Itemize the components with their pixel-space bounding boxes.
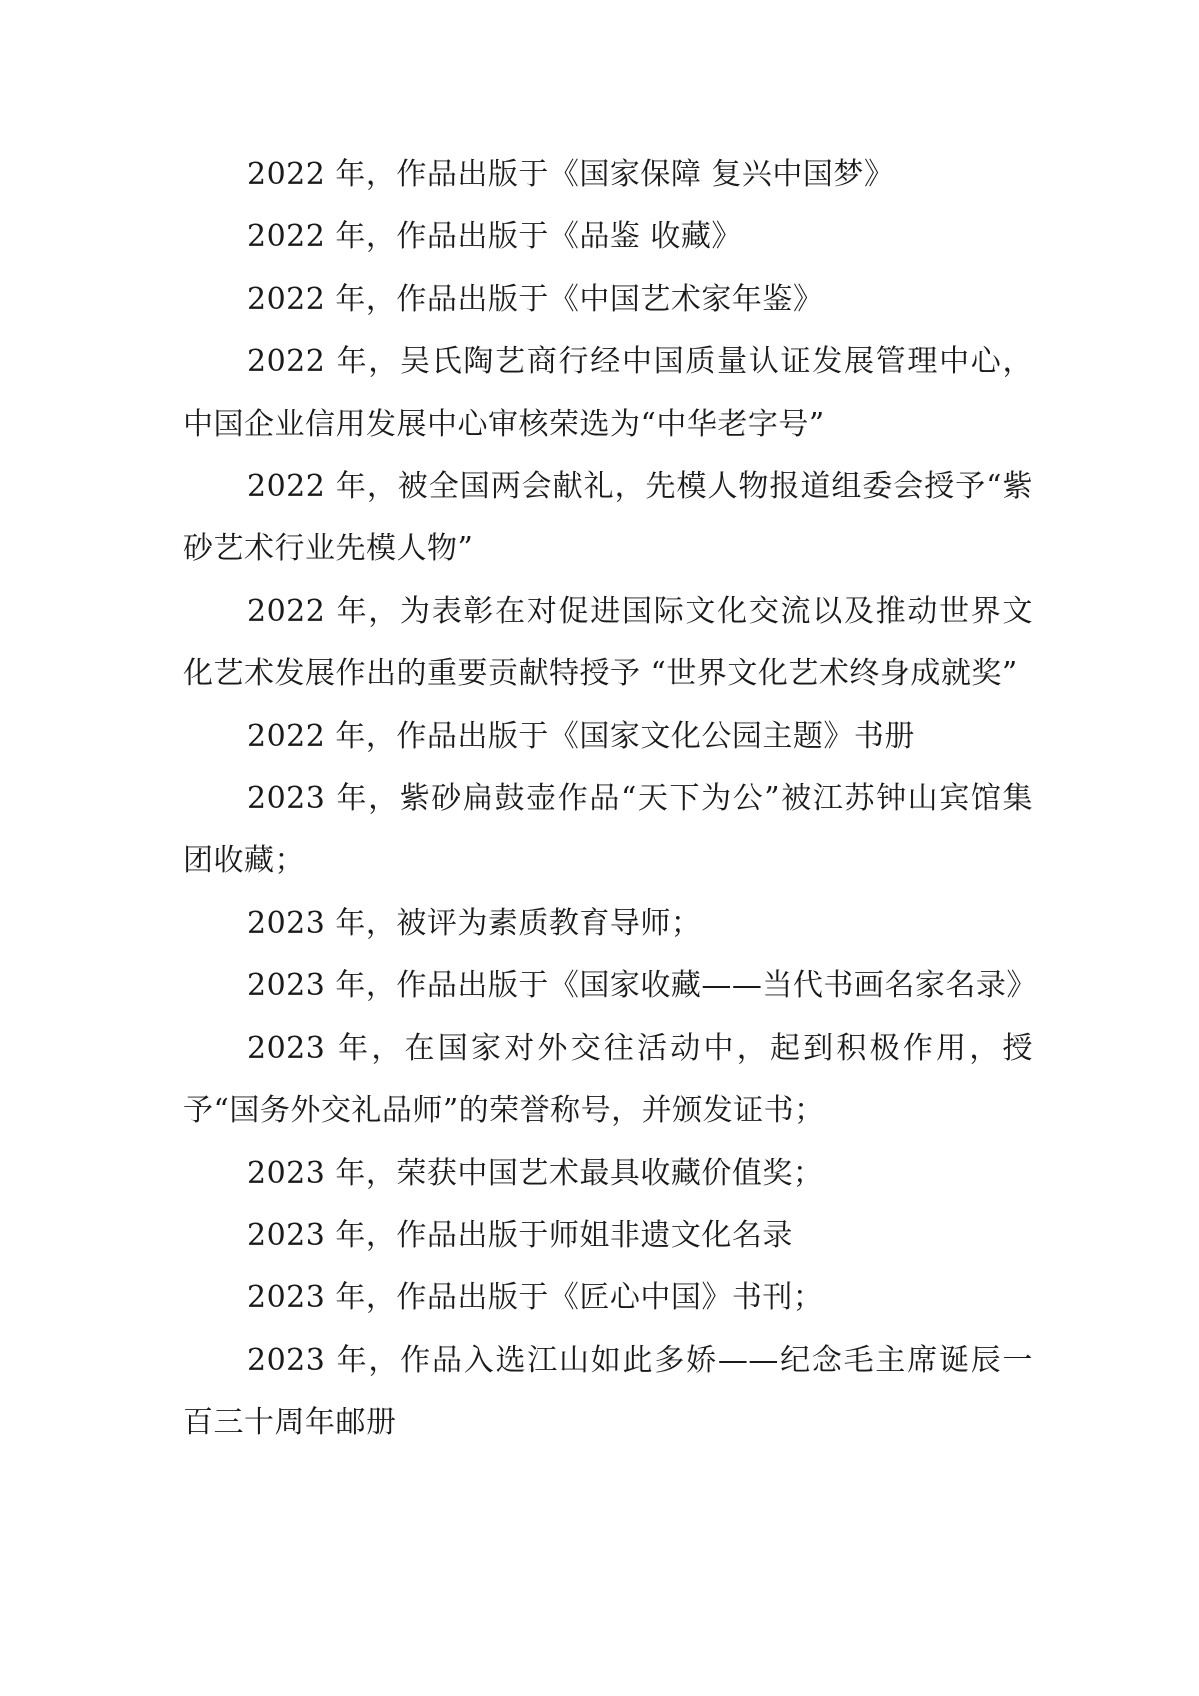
paragraph: 2023 年，作品出版于师姐非遗文化名录 <box>247 1217 793 1253</box>
paragraph: 2023 年，作品出版于《国家收藏——当代书画名家名录》 <box>247 968 1037 1004</box>
document-body <box>183 144 1037 1455</box>
paragraph: 2023 年，荣获中国艺术最具收藏价值奖； <box>247 1155 824 1191</box>
paragraph: 2022 年，吴氏陶艺商行经中国质量认证发展管理中心，中国企业信用发展中心审核荣选为“中华老字号” <box>183 344 1033 442</box>
paragraph: 2022 年，被全国两会献礼，先模人物报道组委会授予“紫砂艺术行业先模人物” <box>183 469 1033 567</box>
paragraph: 2022 年，作品出版于《国家保障 复兴中国梦》 <box>247 157 895 192</box>
paragraph: 2022 年，为表彰在对促进国际文化交流以及推动世界文化艺术发展作出的重要贡献特授予 “世界文化艺术终身成就奖” <box>183 593 1033 692</box>
paragraph: 2023 年，被评为素质教育导师； <box>247 905 702 941</box>
paragraph: 2022 年，作品出版于《中国艺术家年鉴》 <box>247 281 824 317</box>
paragraph: 2023 年，作品入选江山如此多娇——纪念毛主席诞辰一百三十周年邮册 <box>183 1342 1033 1441</box>
paragraph: 2022 年，作品出版于《国家文化公园主题》书册 <box>247 718 915 754</box>
paragraph: 2022 年，作品出版于《品鉴 收藏》 <box>247 219 742 255</box>
paragraph: 2023 年，在国家对外交往活动中，起到积极作用，授予“国务外交礼品师”的荣誉称号，并颁发证书； <box>183 1030 1033 1129</box>
paragraph: 2023 年，紫砂扁鼓壶作品“天下为公”被江苏钟山宾馆集团收藏； <box>183 781 1033 879</box>
paragraph: 2023 年，作品出版于《匠心中国》书刊； <box>247 1280 824 1316</box>
